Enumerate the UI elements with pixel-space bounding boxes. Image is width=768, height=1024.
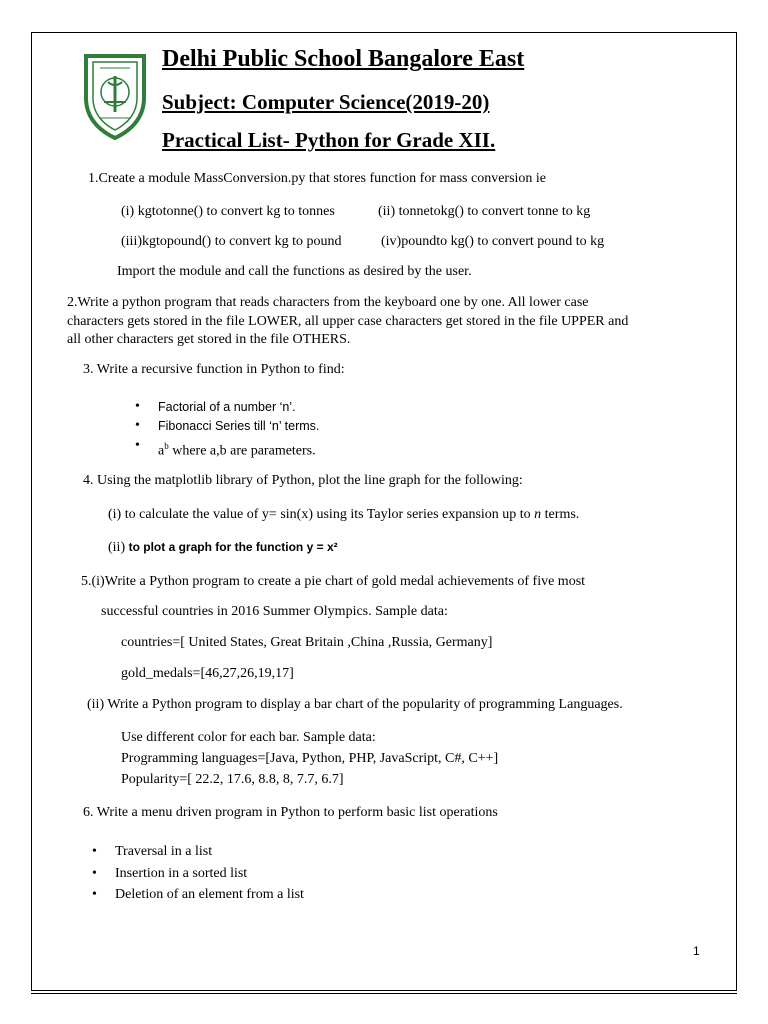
q4-intro: 4. Using the matplotlib library of Python, plot the line graph for the following: [83, 473, 523, 488]
q5-languages: Programming languages=[Java, Python, PHP, JavaScript, C#, C++] [121, 751, 499, 766]
q5-part-ii: (ii) Write a Python program to display a bar chart of the popularity of programming Languages. [87, 697, 623, 712]
school-crest-logo [82, 52, 148, 140]
school-name-heading: Delhi Public School Bangalore East [162, 46, 525, 72]
q3-bullet-factorial: Factorial of a number ‘n’. [158, 400, 296, 414]
q6-bullet-deletion: Deletion of an element from a list [115, 887, 304, 902]
q4-part-ii-text: to plot a graph for the function y = x² [128, 540, 338, 554]
bullet-dot: • [135, 438, 140, 453]
q1-function-2: (ii) tonnetokg() to convert tonne to kg [378, 204, 591, 219]
q3-bullet-power [158, 437, 316, 461]
q3-bullet-fibonacci: Fibonacci Series till ‘n’ terms. [158, 419, 320, 433]
q1-intro: 1.Create a module MassConversion.py that stores function for mass conversion ie [88, 171, 547, 186]
q4-part-ii [108, 538, 338, 557]
q5-line-1: 5.(i)Write a Python program to create a pie chart of gold medal achievements of five most [81, 574, 586, 589]
q5-countries: countries=[ United States, Great Britain ,China ,Russia, Germany] [121, 635, 493, 650]
q6-bullet-traversal: Traversal in a list [115, 844, 213, 859]
q5-line-2: successful countries in 2016 Summer Olympics. Sample data: [101, 604, 448, 619]
q3-intro: 3. Write a recursive function in Python to find: [83, 362, 345, 377]
power-rest: where a,b are parameters. [168, 443, 316, 459]
power-exponent: b [164, 441, 169, 451]
bullet-dot: • [135, 399, 140, 414]
bullet-dot: • [92, 887, 97, 902]
q4-part-ii-label: (ii) [108, 540, 129, 555]
q1-function-3: (iii)kgtopound() to convert kg to pound [121, 234, 342, 249]
subject-heading: Subject: Computer Science(2019-20) [162, 90, 490, 114]
power-base: a [158, 443, 165, 459]
q4-part-i-end: terms. [541, 507, 580, 522]
practical-list-heading: Practical List- Python for Grade XII. [162, 128, 496, 152]
bullet-dot: • [92, 844, 97, 859]
q5-popularity: Popularity=[ 22.2, 17.6, 8.8, 8, 7.7, 6.7] [121, 772, 344, 787]
q2-line-1: 2.Write a python program that reads characters from the keyboard one by one. All lower case [67, 295, 589, 310]
q4-part-i-text: (i) to calculate the value of y= sin(x) using its Taylor series expansion up to [108, 507, 535, 522]
page-number: 1 [693, 944, 700, 958]
q4-part-i [108, 506, 579, 524]
q1-function-1: (i) kgtotonne() to convert kg to tonnes [121, 204, 335, 219]
q6-intro: 6. Write a menu driven program in Python to perform basic list operations [83, 805, 498, 820]
bullet-dot: • [92, 866, 97, 881]
q5-gold-medals: gold_medals=[46,27,26,19,17] [121, 666, 294, 681]
q5-color-note: Use different color for each bar. Sample data: [121, 730, 376, 745]
q6-bullet-insertion: Insertion in a sorted list [115, 866, 248, 881]
q1-function-4: (iv)poundto kg() to convert pound to kg [381, 234, 605, 249]
bottom-rule [31, 993, 737, 994]
q4-part-i-n: n [534, 507, 542, 522]
q2-line-2: characters gets stored in the file LOWER, all upper case characters get stored in the file UPPER and [67, 314, 629, 329]
q2-line-3: all other characters get stored in the file OTHERS. [67, 332, 351, 347]
q1-note: Import the module and call the functions as desired by the user. [117, 264, 472, 279]
bullet-dot: • [135, 418, 140, 433]
